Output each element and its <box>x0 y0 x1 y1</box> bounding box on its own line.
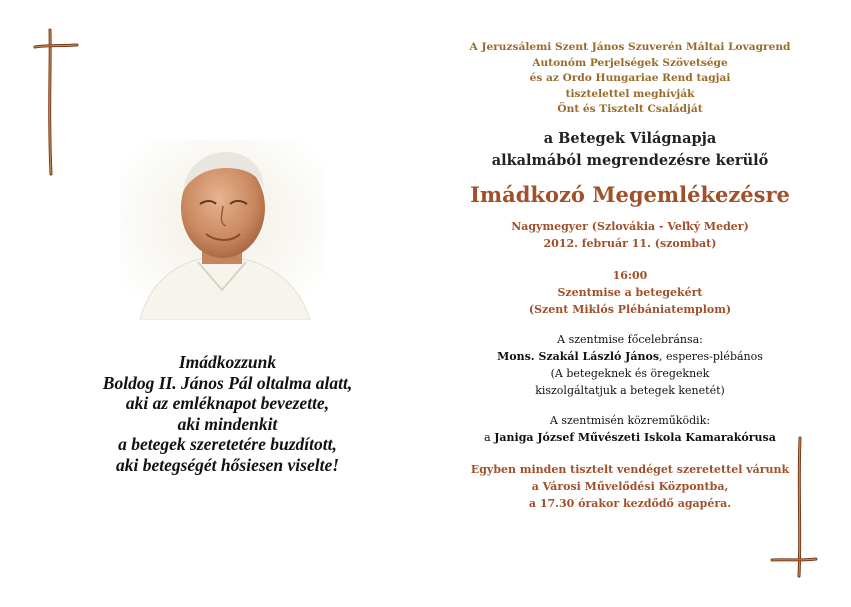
closing-line: a Városi Művelődési Központba, <box>531 479 729 493</box>
date-line: 2012. február 11. (szombat) <box>543 236 717 250</box>
top-left-cross-ornament <box>30 28 80 178</box>
organization-block <box>410 40 850 118</box>
celebrant-name: Mons. Szakál László János <box>497 349 660 363</box>
invitation-column <box>410 40 850 512</box>
choir-heading: A szentmisén közreműködik: <box>549 413 711 427</box>
prayer-line: aki az emléknapot bevezette, <box>125 393 330 413</box>
closing-line: a 17.30 órakor kezdődő agapéra. <box>528 496 732 510</box>
prayer-line: a betegek szeretetére buzdított, <box>118 434 337 454</box>
anointing-line: kiszolgáltatjuk a betegek kenetét) <box>535 383 725 397</box>
occasion-line: alkalmából megrendezésre kerülő <box>491 151 769 169</box>
choir-prefix: a <box>484 430 495 444</box>
celebrant-role: , esperes-plébános <box>659 349 763 363</box>
org-line: és az Ordo Hungariae Rend tagjai <box>529 72 731 85</box>
celebrant-line <box>410 348 850 365</box>
org-line: Autonóm Perjelségek Szövetsége <box>532 56 728 69</box>
occasion-block <box>410 128 850 172</box>
time-line: 16:00 <box>612 268 648 282</box>
anointing-line: (A betegeknek és öregeknek <box>550 366 710 380</box>
prayer-line: aki betegségét hősiesen viselte! <box>115 454 340 475</box>
celebrant-block <box>410 331 850 399</box>
prayer-line: Boldog II. János Pál oltalma alatt, <box>102 372 353 393</box>
occasion-line: a Betegek Világnapja <box>543 129 717 147</box>
celebrant-heading: A szentmise főcelebránsa: <box>557 332 703 346</box>
mass-line: Szentmise a betegekért <box>557 285 703 299</box>
prayer-text <box>60 352 395 475</box>
prayer-line: Imádkozzunk <box>178 352 277 372</box>
place-date-block <box>410 218 850 252</box>
closing-block <box>410 461 850 512</box>
mass-time-block <box>410 267 850 318</box>
closing-line: Egyben minden tisztelt vendéget szeretettel várunk <box>470 462 790 476</box>
org-line: Önt és Tisztelt Családját <box>557 103 703 116</box>
org-line: tisztelettel meghívják <box>565 87 695 100</box>
event-title: Imádkozó Megemlékezésre <box>470 181 790 207</box>
portrait-photo <box>120 140 325 320</box>
place-line: Nagymegyer (Szlovákia - Veľký Meder) <box>511 219 749 233</box>
org-line: A Jeruzsálemi Szent János Szuverén Máltai Lovagrend <box>469 41 791 53</box>
church-line: (Szent Miklós Plébániatemplom) <box>528 302 732 316</box>
prayer-line: aki mindenkit <box>177 413 278 434</box>
choir-block <box>410 412 850 446</box>
choir-line <box>410 429 850 446</box>
choir-name: Janiga József Művészeti Iskola Kamarakórusa <box>494 430 776 444</box>
